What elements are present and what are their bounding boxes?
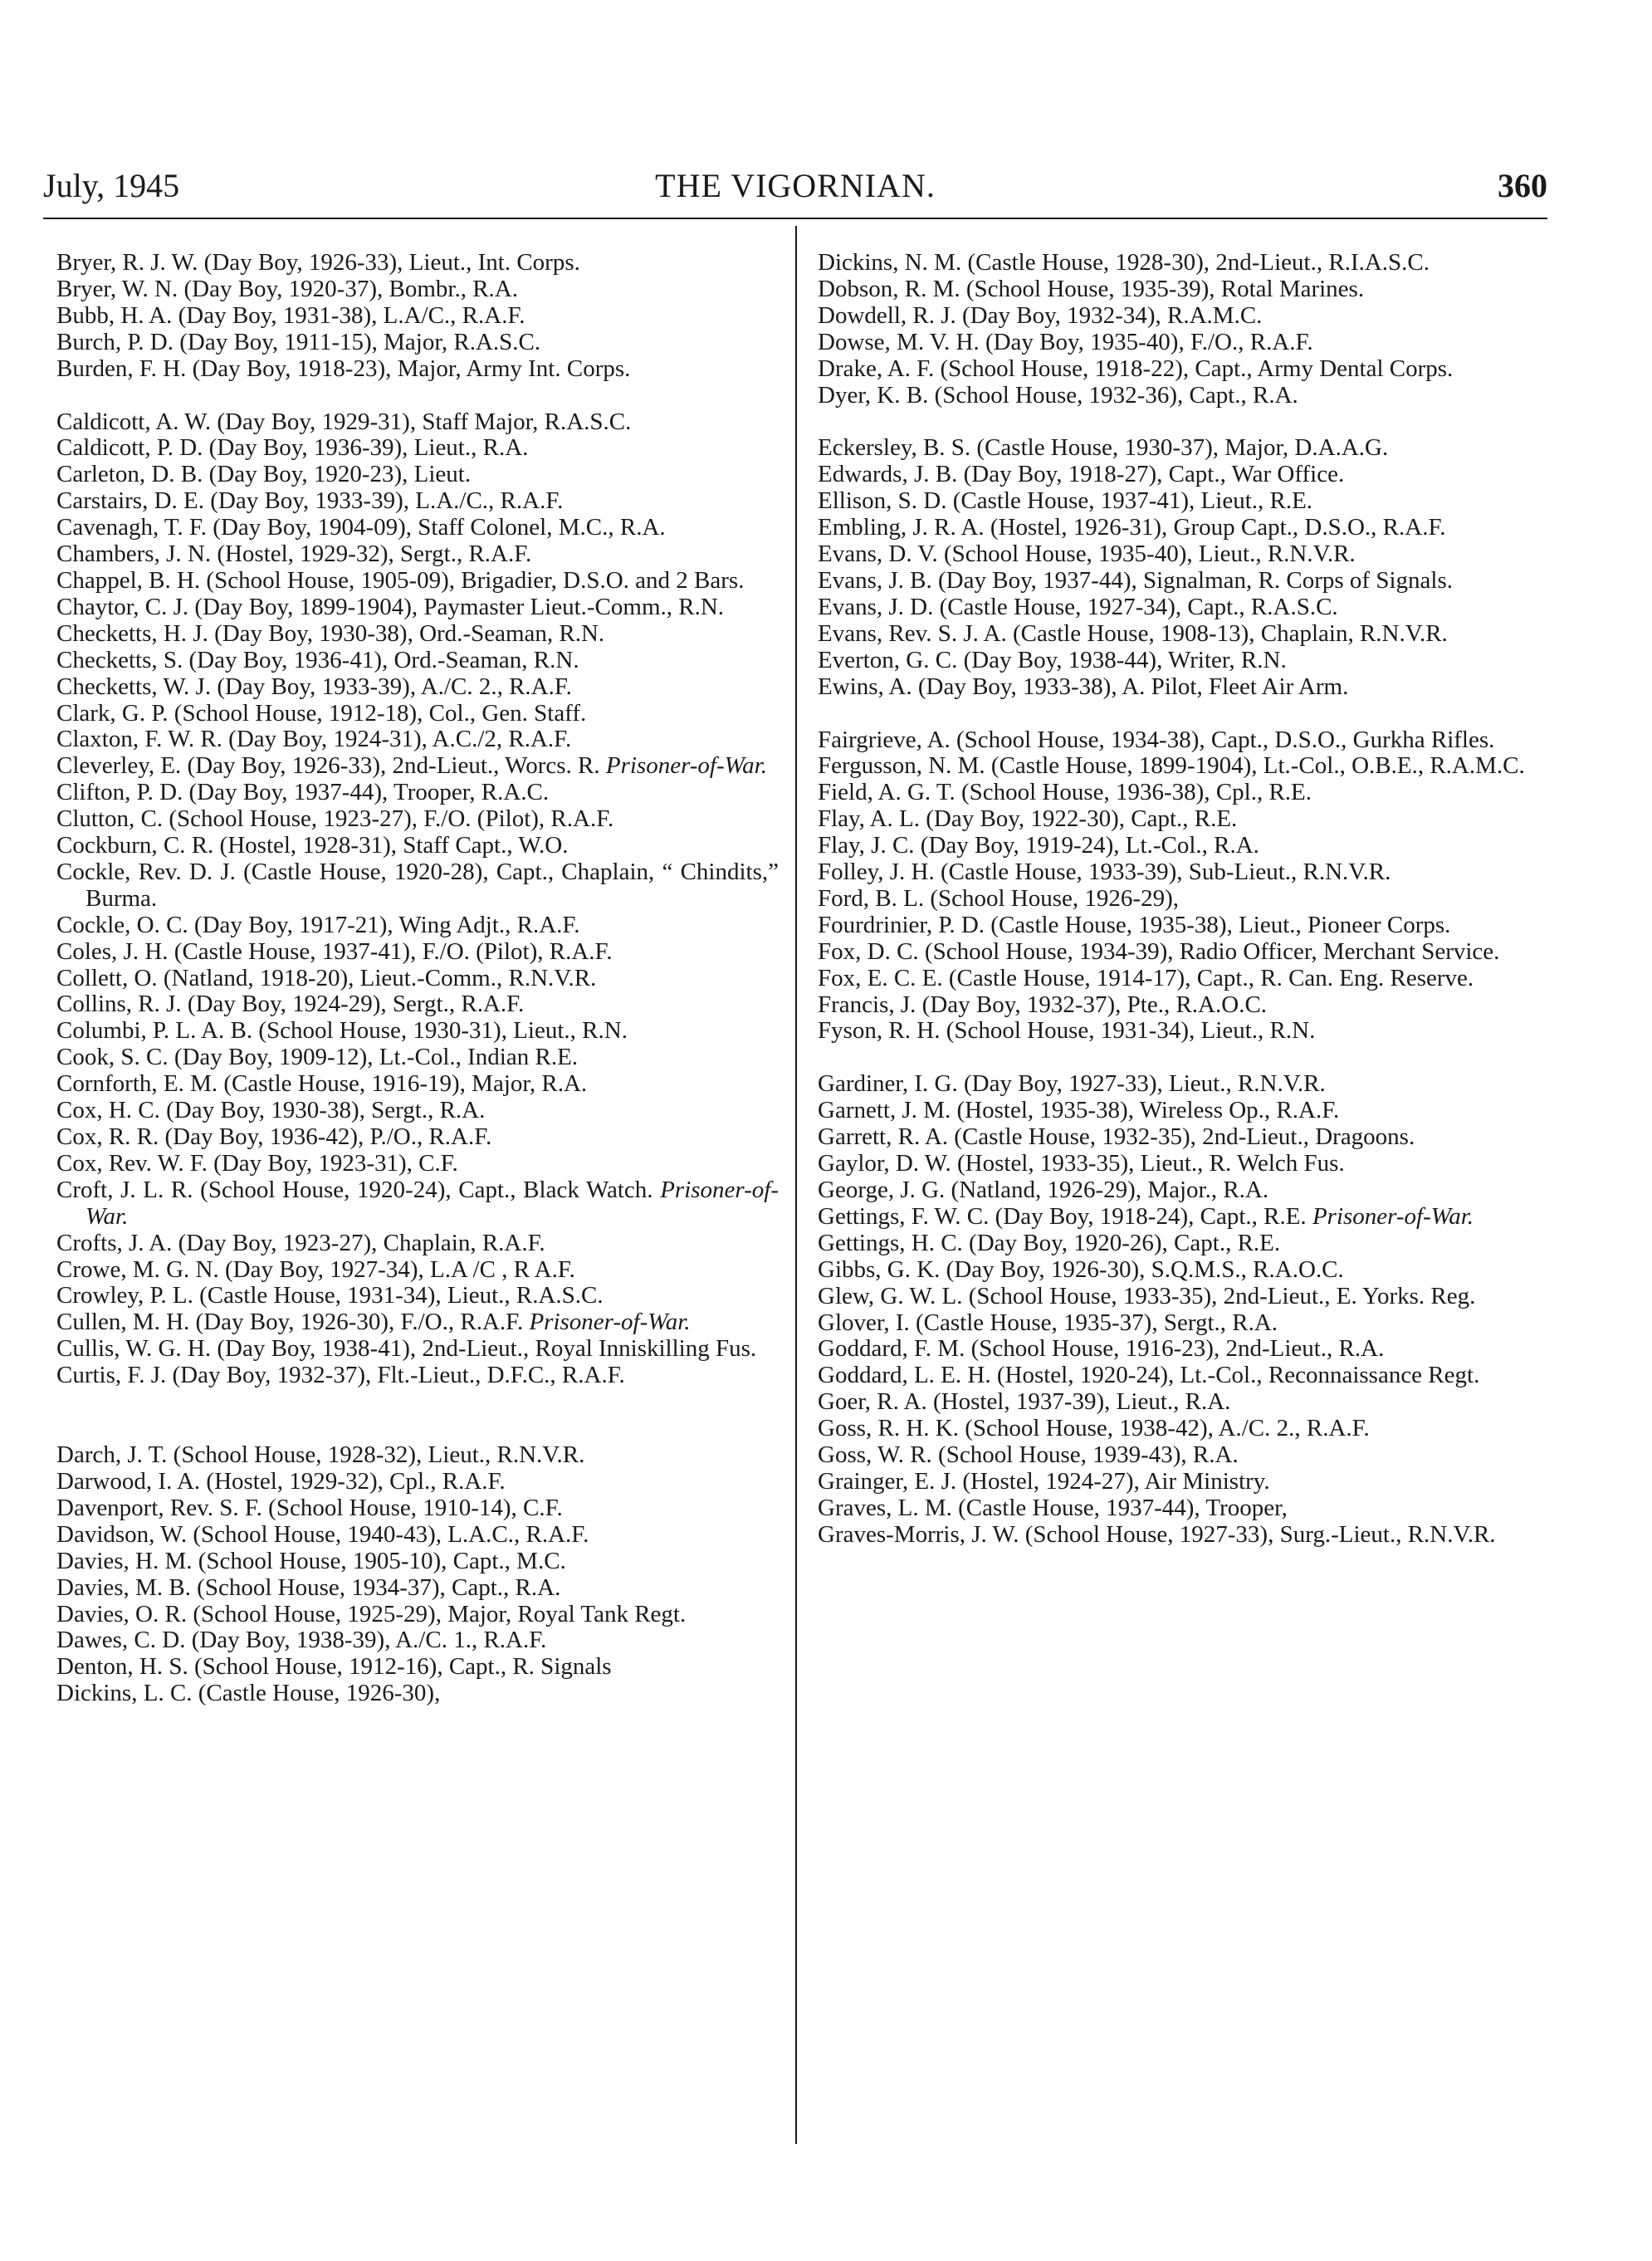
roll-entry <box>818 1204 1540 1231</box>
roll-entry <box>818 303 1540 330</box>
roll-entry <box>56 991 779 1018</box>
entry-text: Crowley, P. L. (Castle House, 1931-34), Lieut., R.A.S.C. <box>56 1282 604 1309</box>
entry-text: Goddard, F. M. (School House, 1916-23), 2nd-Lieut., R.A. <box>818 1335 1385 1363</box>
entry-text: Denton, H. S. (School House, 1912-16), Capt., R. Signals <box>56 1653 612 1681</box>
prisoner-note: Prisoner-of-War. <box>86 1176 779 1230</box>
roll-entry <box>818 1231 1540 1257</box>
roll-entry <box>56 1283 779 1309</box>
roll-entry <box>56 409 779 436</box>
entry-text: Davies, O. R. (School House, 1925-29), Major, Royal Tank Regt. <box>56 1600 687 1627</box>
roll-entry <box>818 1257 1540 1284</box>
entry-text: Graves-Morris, J. W. (School House, 1927-33), Surg.-Lieut., R.N.V.R. <box>818 1520 1496 1548</box>
roll-entry <box>56 1018 779 1045</box>
roll-entry <box>818 250 1540 277</box>
header-rule <box>43 218 1547 219</box>
page-header <box>43 163 1547 209</box>
roll-entry <box>56 727 779 753</box>
roll-entry <box>818 833 1540 859</box>
right-column <box>818 250 1540 1549</box>
entry-text: Fergusson, N. M. (Castle House, 1899-1904), Lt.-Col., O.B.E., R.A.M.C. <box>818 752 1525 780</box>
roll-entry <box>818 1469 1540 1495</box>
roll-entry <box>818 1124 1540 1151</box>
prisoner-note: Prisoner-of-War. <box>1312 1202 1474 1230</box>
roll-entry <box>56 833 779 859</box>
prisoner-note: Prisoner-of-War. <box>529 1309 691 1336</box>
entry-text: Clutton, C. (School House, 1923-27), F./O. (Pilot), R.A.F. <box>56 805 614 833</box>
roll-entry <box>818 727 1540 754</box>
roll-entry <box>56 859 779 913</box>
section-spacer <box>56 1416 779 1442</box>
prisoner-note: Prisoner-of-War. <box>605 752 767 780</box>
entry-text: Glew, G. W. L. (School House, 1933-35), 2nd-Lieut., E. Yorks. Reg. <box>818 1282 1476 1309</box>
entry-text: Garnett, J. M. (Hostel, 1935-38), Wireless Op., R.A.F. <box>818 1097 1340 1124</box>
entry-text: Fyson, R. H. (School House, 1931-34), Lieut., R.N. <box>818 1017 1316 1045</box>
roll-entry <box>56 277 779 303</box>
roll-entry <box>56 1336 779 1363</box>
roll-entry <box>818 913 1540 939</box>
roll-entry <box>56 488 779 515</box>
roll-entry <box>818 806 1540 833</box>
entry-text: Columbi, P. L. A. B. (School House, 1930-31), Lieut., R.N. <box>56 1017 628 1045</box>
header-title: THE VIGORNIAN. <box>655 167 936 204</box>
entry-text: Carstairs, D. E. (Day Boy, 1933-39), L.A./C., R.A.F. <box>56 487 564 515</box>
roll-entry <box>818 886 1540 913</box>
roll-entry <box>56 515 779 541</box>
roll-entry <box>56 435 779 462</box>
entry-text: Graves, L. M. (Castle House, 1937-44), Trooper, <box>818 1494 1288 1521</box>
roll-entry <box>56 1309 779 1336</box>
entry-text: Chappel, B. H. (School House, 1905-09), Brigadier, D.S.O. and 2 Bars. <box>56 566 745 594</box>
entry-text: Ford, B. L. (School House, 1926-29), <box>818 884 1179 912</box>
entry-text: Coles, J. H. (Castle House, 1937-41), F./O. (Pilot), R.A.F. <box>56 937 613 965</box>
entry-text: Clifton, P. D. (Day Boy, 1937-44), Trooper, R.A.C. <box>56 779 550 806</box>
roll-entry <box>818 753 1540 780</box>
roll-entry <box>56 1495 779 1522</box>
entry-text: Evans, J. B. (Day Boy, 1937-44), Signalman, R. Corps of Signals. <box>818 566 1453 594</box>
entry-text: Evans, Rev. S. J. A. (Castle House, 1908-13), Chaplain, R.N.V.R. <box>818 619 1448 647</box>
entry-text: Embling, J. R. A. (Hostel, 1926-31), Group Capt., D.S.O., R.A.F. <box>818 514 1446 541</box>
roll-entry <box>56 356 779 383</box>
roll-entry <box>56 1469 779 1495</box>
entry-text: Fox, D. C. (School House, 1934-39), Radio Officer, Merchant Service. <box>818 937 1500 965</box>
section-spacer <box>818 409 1540 435</box>
entry-text: Bryer, R. J. W. (Day Boy, 1926-33), Lieut., Int. Corps. <box>56 249 580 276</box>
entry-text: Goer, R. A. (Hostel, 1937-39), Lieut., R.A. <box>818 1388 1231 1416</box>
roll-entry <box>56 1549 779 1575</box>
roll-entry <box>56 595 779 621</box>
roll-entry <box>818 1071 1540 1098</box>
entry-text: Gettings, F. W. C. (Day Boy, 1918-24), Capt., R.E. <box>818 1202 1307 1230</box>
entry-text: Edwards, J. B. (Day Boy, 1918-27), Capt., War Office. <box>818 461 1345 488</box>
roll-entry <box>818 648 1540 674</box>
roll-entry <box>56 913 779 939</box>
entry-text: Crofts, J. A. (Day Boy, 1923-27), Chaplain, R.A.F. <box>56 1229 545 1256</box>
roll-entry <box>818 568 1540 595</box>
roll-entry <box>56 966 779 992</box>
roll-entry <box>56 1654 779 1681</box>
entry-text: Collins, R. J. (Day Boy, 1924-29), Sergt., R.A.F. <box>56 991 525 1018</box>
roll-entry <box>56 939 779 966</box>
entry-text: Dawes, C. D. (Day Boy, 1938-39), A./C. 1., R.A.F. <box>56 1627 547 1654</box>
roll-entry <box>56 1045 779 1071</box>
entry-text: Davenport, Rev. S. F. (School House, 1910-14), C.F. <box>56 1494 563 1521</box>
entry-text: Cook, S. C. (Day Boy, 1909-12), Lt.-Col., Indian R.E. <box>56 1044 579 1071</box>
roll-entry <box>818 1284 1540 1310</box>
entry-text: Clark, G. P. (School House, 1912-18), Col., Gen. Staff. <box>56 699 587 727</box>
entry-text: Dyer, K. B. (School House, 1932-36), Capt., R.A. <box>818 381 1298 409</box>
entry-text: Flay, A. L. (Day Boy, 1922-30), Capt., R.E. <box>818 805 1238 833</box>
entry-text: Ellison, S. D. (Castle House, 1937-41), Lieut., R.E. <box>818 487 1313 515</box>
entry-text: Checketts, H. J. (Day Boy, 1930-38), Ord.-Seaman, R.N. <box>56 619 605 647</box>
roll-entry <box>818 1177 1540 1204</box>
entry-text: Carleton, D. B. (Day Boy, 1920-23), Lieut. <box>56 461 472 488</box>
roll-entry <box>56 701 779 727</box>
roll-entry <box>818 1442 1540 1469</box>
left-column <box>56 250 779 1707</box>
roll-entry <box>818 356 1540 383</box>
entry-text: Everton, G. C. (Day Boy, 1938-44), Writer, R.N. <box>818 646 1287 673</box>
roll-entry <box>818 277 1540 303</box>
roll-entry <box>56 568 779 595</box>
roll-entry <box>818 1018 1540 1045</box>
entry-text: Goss, W. R. (School House, 1939-43), R.A. <box>818 1441 1239 1469</box>
header-date: July, 1945 <box>43 167 180 204</box>
entry-text: Gaylor, D. W. (Hostel, 1933-35), Lieut., R. Welch Fus. <box>818 1150 1345 1177</box>
entry-text: Fourdrinier, P. D. (Castle House, 1935-38), Lieut., Pioneer Corps. <box>818 911 1451 938</box>
entry-text: Darch, J. T. (School House, 1928-32), Lieut., R.N.V.R. <box>56 1441 585 1469</box>
roll-entry <box>56 1602 779 1628</box>
section-spacer <box>818 701 1540 727</box>
roll-entry <box>818 939 1540 966</box>
entry-text: Dickins, L. C. (Castle House, 1926-30), <box>56 1680 441 1707</box>
entry-text: Gettings, H. C. (Day Boy, 1920-26), Capt., R.E. <box>818 1229 1281 1256</box>
entry-text: Goddard, L. E. H. (Hostel, 1920-24), Lt.-Col., Reconnaissance Regt. <box>818 1362 1480 1389</box>
roll-entry <box>818 674 1540 701</box>
entry-text: Cockburn, C. R. (Hostel, 1928-31), Staff Capt., W.O. <box>56 832 569 859</box>
roll-entry <box>56 648 779 674</box>
roll-entry <box>818 515 1540 541</box>
roll-entry <box>56 541 779 568</box>
entry-text: Fox, E. C. E. (Castle House, 1914-17), Capt., R. Can. Eng. Reserve. <box>818 964 1474 991</box>
roll-entry <box>56 1363 779 1389</box>
entry-text: Croft, J. L. R. (School House, 1920-24), Capt., Black Watch. <box>56 1176 653 1203</box>
roll-entry <box>818 966 1540 992</box>
roll-entry <box>56 1124 779 1151</box>
entry-text: Field, A. G. T. (School House, 1936-38), Cpl., R.E. <box>818 779 1312 806</box>
entry-text: Chambers, J. N. (Hostel, 1929-32), Sergt., R.A.F. <box>56 541 532 568</box>
entry-text: Checketts, S. (Day Boy, 1936-41), Ord.-Seaman, R.N. <box>56 646 579 673</box>
entry-text: Davidson, W. (School House, 1940-43), L.A.C., R.A.F. <box>56 1520 589 1548</box>
entry-text: Cox, R. R. (Day Boy, 1936-42), P./O., R.A.F. <box>56 1123 492 1150</box>
entry-text: Evans, J. D. (Castle House, 1927-34), Capt., R.A.S.C. <box>818 593 1338 620</box>
entry-text: Grainger, E. J. (Hostel, 1924-27), Air Ministry. <box>818 1467 1270 1495</box>
entry-text: Collett, O. (Natland, 1918-20), Lieut.-Comm., R.N.V.R. <box>56 964 597 991</box>
entry-text: Burch, P. D. (Day Boy, 1911-15), Major, R.A.S.C. <box>56 328 541 355</box>
roll-entry <box>56 462 779 488</box>
roll-entry <box>56 1151 779 1177</box>
roll-entry <box>56 1627 779 1654</box>
entry-text: Burden, F. H. (Day Boy, 1918-23), Major, Army Int. Corps. <box>56 355 631 382</box>
roll-entry <box>56 330 779 356</box>
entry-text: Cox, H. C. (Day Boy, 1930-38), Sergt., R.A. <box>56 1097 486 1124</box>
entry-text: Claxton, F. W. R. (Day Boy, 1924-31), A.C./2, R.A.F. <box>56 726 572 753</box>
roll-entry <box>56 250 779 277</box>
entry-text: Darwood, I. A. (Hostel, 1929-32), Cpl., R.A.F. <box>56 1467 506 1495</box>
entry-text: Goss, R. H. K. (School House, 1938-42), A./C. 2., R.A.F. <box>818 1415 1370 1442</box>
entry-text: Caldicott, A. W. (Day Boy, 1929-31), Staff Major, R.A.S.C. <box>56 408 632 435</box>
section-spacer <box>56 383 779 409</box>
roll-entry <box>818 1363 1540 1389</box>
section-spacer <box>818 1045 1540 1071</box>
roll-entry <box>818 1416 1540 1442</box>
entry-text: Drake, A. F. (School House, 1918-22), Capt., Army Dental Corps. <box>818 355 1454 382</box>
roll-entry <box>818 1151 1540 1177</box>
entry-text: Francis, J. (Day Boy, 1932-37), Pte., R.A.O.C. <box>818 991 1268 1018</box>
roll-entry <box>56 1098 779 1124</box>
roll-entry <box>56 1071 779 1098</box>
roll-entry <box>56 1231 779 1257</box>
roll-entry <box>818 859 1540 886</box>
entry-text: Eckersley, B. S. (Castle House, 1930-37), Major, D.A.A.G. <box>818 434 1389 462</box>
entry-text: Davies, H. M. (School House, 1905-10), Capt., M.C. <box>56 1547 566 1574</box>
entry-text: Crowe, M. G. N. (Day Boy, 1927-34), L.A /C , R A.F. <box>56 1255 575 1283</box>
roll-entry <box>818 488 1540 515</box>
entry-text: Flay, J. C. (Day Boy, 1919-24), Lt.-Col., R.A. <box>818 832 1259 859</box>
entry-text: Cornforth, E. M. (Castle House, 1916-19), Major, R.A. <box>56 1070 588 1098</box>
roll-entry <box>818 1522 1540 1549</box>
roll-entry <box>56 621 779 648</box>
entry-text: Checketts, W. J. (Day Boy, 1933-39), A./C. 2., R.A.F. <box>56 673 572 700</box>
roll-entry <box>818 435 1540 462</box>
entry-text: Gibbs, G. K. (Day Boy, 1926-30), S.Q.M.S., R.A.O.C. <box>818 1255 1344 1283</box>
roll-entry <box>818 383 1540 409</box>
entry-text: Dowse, M. V. H. (Day Boy, 1935-40), F./O., R.A.F. <box>818 328 1313 355</box>
entry-text: Caldicott, P. D. (Day Boy, 1936-39), Lieut., R.A. <box>56 434 529 462</box>
roll-entry <box>56 780 779 806</box>
entry-text: Cleverley, E. (Day Boy, 1926-33), 2nd-Lieut., Worcs. R. <box>56 752 600 780</box>
entry-text: Bryer, W. N. (Day Boy, 1920-37), Bombr., R.A. <box>56 275 518 302</box>
entry-text: Folley, J. H. (Castle House, 1933-39), Sub-Lieut., R.N.V.R. <box>818 859 1391 886</box>
roll-entry <box>818 462 1540 488</box>
roll-entry <box>56 753 779 780</box>
roll-entry <box>818 1389 1540 1416</box>
roll-entry <box>56 303 779 330</box>
roll-entry <box>818 541 1540 568</box>
entry-text: Cullis, W. G. H. (Day Boy, 1938-41), 2nd-Lieut., Royal Inniskilling Fus. <box>56 1335 757 1363</box>
roll-entry <box>818 1098 1540 1124</box>
roll-entry <box>56 1575 779 1602</box>
roll-entry <box>56 674 779 701</box>
column-divider <box>795 226 797 2144</box>
entry-text: George, J. G. (Natland, 1926-29), Major., R.A. <box>818 1177 1269 1203</box>
entry-text: Chaytor, C. J. (Day Boy, 1899-1904), Paymaster Lieut.-Comm., R.N. <box>56 593 725 620</box>
roll-entry <box>56 1177 779 1231</box>
roll-entry <box>56 806 779 833</box>
roll-entry <box>56 1442 779 1469</box>
entry-text: Curtis, F. J. (Day Boy, 1932-37), Flt.-Lieut., D.F.C., R.A.F. <box>56 1362 625 1389</box>
entry-text: Ewins, A. (Day Boy, 1933-38), A. Pilot, Fleet Air Arm. <box>818 673 1349 700</box>
entry-text: Evans, D. V. (School House, 1935-40), Lieut., R.N.V.R. <box>818 541 1356 568</box>
roll-entry <box>818 780 1540 806</box>
entry-text: Garrett, R. A. (Castle House, 1932-35), 2nd-Lieut., Dragoons. <box>818 1123 1415 1151</box>
roll-entry <box>56 1257 779 1284</box>
entry-text: Fairgrieve, A. (School House, 1934-38), Capt., D.S.O., Gurkha Rifles. <box>818 726 1495 753</box>
entry-text: Dowdell, R. J. (Day Boy, 1932-34), R.A.M.C. <box>818 301 1263 329</box>
entry-text: Dobson, R. M. (School House, 1935-39), Rotal Marines. <box>818 275 1365 302</box>
roll-entry <box>56 1522 779 1549</box>
page-number: 360 <box>1498 167 1547 204</box>
entry-text: Cockle, O. C. (Day Boy, 1917-21), Wing Adjt., R.A.F. <box>56 911 580 938</box>
roll-entry <box>818 1495 1540 1522</box>
entry-text: Davies, M. B. (School House, 1934-37), Capt., R.A. <box>56 1573 561 1601</box>
entry-text: Bubb, H. A. (Day Boy, 1931-38), L.A/C., R.A.F. <box>56 301 525 329</box>
roll-entry <box>56 1681 779 1707</box>
roll-entry <box>818 1310 1540 1337</box>
roll-entry <box>818 330 1540 356</box>
entry-text: Cavenagh, T. F. (Day Boy, 1904-09), Staff Colonel, M.C., R.A. <box>56 514 666 541</box>
entry-text: Dickins, N. M. (Castle House, 1928-30), 2nd-Lieut., R.I.A.S.C. <box>818 249 1430 276</box>
entry-text: Cockle, Rev. D. J. (Castle House, 1920-28), Capt., Chaplain, “ Chindits,” Burma. <box>56 858 779 912</box>
roll-entry <box>818 621 1540 648</box>
roll-entry <box>818 1336 1540 1363</box>
entry-text: Cullen, M. H. (Day Boy, 1926-30), F./O., R.A.F. <box>56 1309 524 1336</box>
entry-text: Gardiner, I. G. (Day Boy, 1927-33), Lieut., R.N.V.R. <box>818 1070 1326 1098</box>
entry-text: Cox, Rev. W. F. (Day Boy, 1923-31), C.F. <box>56 1149 458 1177</box>
roll-entry <box>818 992 1540 1019</box>
roll-entry <box>818 595 1540 621</box>
section-spacer <box>56 1389 779 1416</box>
entry-text: Glover, I. (Castle House, 1935-37), Sergt., R.A. <box>818 1309 1278 1336</box>
